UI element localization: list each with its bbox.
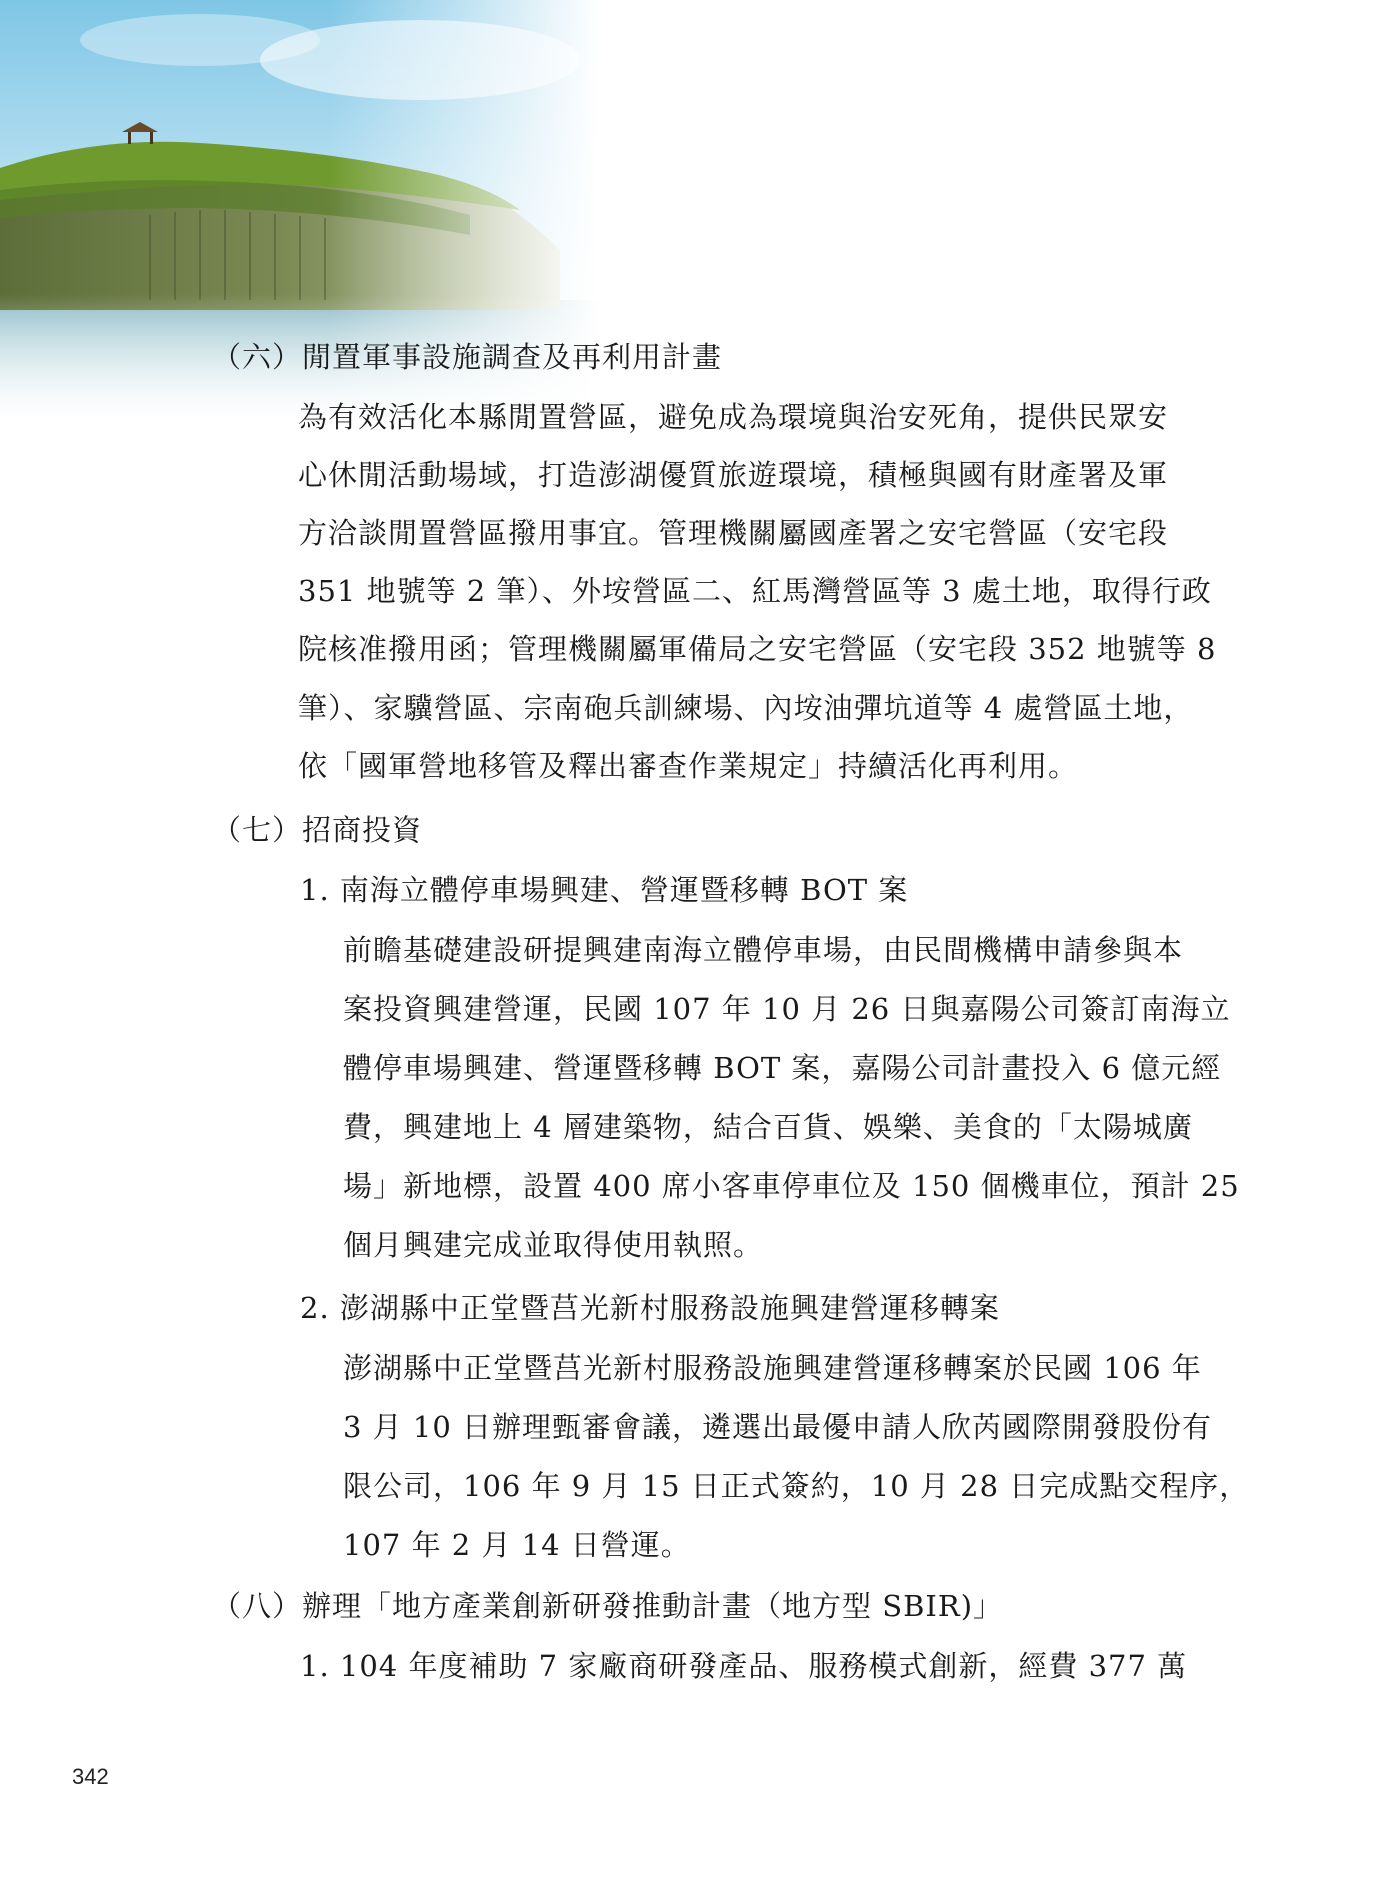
paragraph-line: 前瞻基礎建設研提興建南海立體停車場，由民間機構申請參與本 [343,933,1184,967]
paragraph-line: 3 月 10 日辦理甄審會議，遴選出最優申請人欣芮國際開發股份有 [343,1410,1213,1444]
paragraph-line: 案投資興建營運，民國 107 年 10 月 26 日與嘉陽公司簽訂南海立 [343,992,1231,1026]
paragraph-line: 為有效活化本縣閒置營區，避免成為環境與治安死角，提供民眾安 [298,400,1169,434]
paragraph-line: 351 地號等 2 筆）、外垵營區二、紅馬灣營區等 3 處土地，取得行政 [298,574,1212,608]
paragraph-line: 院核准撥用函；管理機關屬軍備局之安宅營區（安宅段 352 地號等 8 [298,632,1217,666]
paragraph-line: 個月興建完成並取得使用執照。 [343,1228,764,1262]
paragraph-line: 費，興建地上 4 層建築物，結合百貨、娛樂、美食的「太陽城廣 [343,1110,1193,1144]
paragraph-line: 筆）、家驥營區、宗南砲兵訓練場、內垵油彈坑道等 4 處營區土地， [298,691,1194,725]
paragraph-line: 依「國軍營地移管及釋出審查作業規定」持續活化再利用。 [298,749,1079,783]
paragraph-line: 心休閒活動場域，打造澎湖優質旅遊環境，積極與國有財產署及軍 [298,458,1169,492]
list-item-title: 1. 104 年度補助 7 家廠商研發產品、服務模式創新，經費 377 萬 [300,1649,1188,1683]
list-item-title: 2. 澎湖縣中正堂暨莒光新村服務設施興建營運移轉案 [300,1291,1000,1325]
paragraph-line: 場」新地標，設置 400 席小客車停車位及 150 個機車位，預計 25 [343,1169,1240,1203]
paragraph-line: 方洽談閒置營區撥用事宜。管理機關屬國產署之安宅營區（安宅段 [298,516,1169,550]
section-heading-eight: （八）辦理「地方產業創新研發推動計畫（地方型 SBIR)」 [212,1589,1004,1623]
section-heading-six: （六）閒置軍事設施調查及再利用計畫 [212,340,723,374]
paragraph-line: 107 年 2 月 14 日營運。 [343,1528,691,1562]
paragraph-line: 限公司，106 年 9 月 15 日正式簽約，10 月 28 日完成點交程序， [343,1469,1250,1503]
list-item-title: 1. 南海立體停車場興建、營運暨移轉 BOT 案 [300,873,909,907]
paragraph-line: 澎湖縣中正堂暨莒光新村服務設施興建營運移轉案於民國 106 年 [343,1351,1202,1385]
paragraph-line: 體停車場興建、營運暨移轉 BOT 案，嘉陽公司計畫投入 6 億元經 [343,1051,1222,1085]
page-number: 342 [72,1764,109,1789]
section-heading-seven: （七）招商投資 [212,813,423,847]
